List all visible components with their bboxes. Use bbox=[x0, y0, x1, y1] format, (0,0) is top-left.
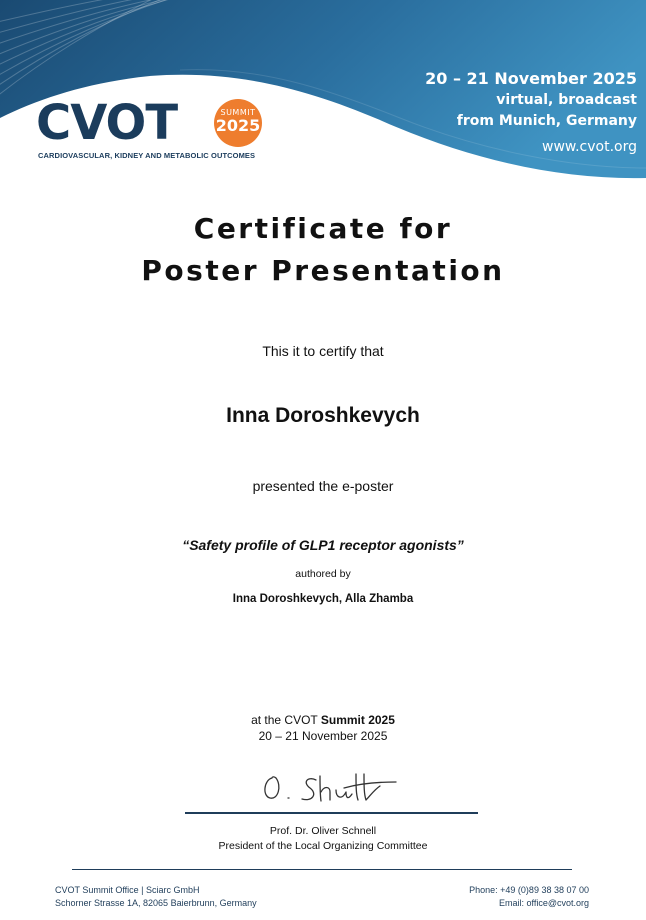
event-name: Summit 2025 bbox=[320, 713, 395, 727]
event-website-link[interactable]: www.cvot.org bbox=[542, 139, 637, 155]
footer-divider bbox=[72, 869, 572, 870]
signatory-role: President of the Local Organizing Committee bbox=[218, 840, 428, 852]
event-block bbox=[0, 712, 646, 744]
presented-text: presented the e-poster bbox=[252, 478, 394, 494]
poster-authors: Inna Doroshkevych, Alla Zhamba bbox=[232, 593, 414, 605]
title-line-1: Certificate for bbox=[193, 212, 453, 245]
signatory-name: Prof. Dr. Oliver Schnell bbox=[269, 825, 377, 837]
recipient-name: Inna Doroshkevych bbox=[226, 404, 420, 427]
event-line bbox=[0, 712, 646, 728]
event-dates: 20 – 21 November 2025 bbox=[425, 69, 637, 88]
event-dates-line: 20 – 21 November 2025 bbox=[258, 729, 388, 743]
authored-label: authored by bbox=[295, 568, 351, 580]
footer-address bbox=[55, 884, 257, 910]
event-info bbox=[425, 68, 637, 155]
badge-label: SUMMIT bbox=[220, 108, 256, 117]
footer-email-link[interactable]: Email: office@cvot.org bbox=[498, 898, 589, 908]
title-line-2: Poster Presentation bbox=[141, 254, 505, 287]
signatory-block bbox=[0, 824, 646, 854]
certificate-title bbox=[0, 208, 646, 292]
event-location: from Munich, Germany bbox=[456, 113, 637, 129]
certify-text: This it to certify that bbox=[262, 343, 384, 359]
summit-badge bbox=[214, 99, 262, 147]
event-format: virtual, broadcast bbox=[496, 92, 637, 108]
logo-wordmark: CVOT bbox=[36, 95, 178, 151]
badge-year: 2025 bbox=[215, 116, 261, 135]
footer-street: Schorner Strasse 1A, 82065 Baierbrunn, Germany bbox=[55, 898, 257, 908]
footer-contact bbox=[469, 884, 589, 910]
event-prefix: at the CVOT bbox=[251, 713, 321, 727]
poster-title: “Safety profile of GLP1 receptor agonists” bbox=[182, 537, 464, 553]
footer-office: CVOT Summit Office | Sciarc GmbH bbox=[55, 885, 200, 895]
cvot-logo bbox=[36, 97, 276, 167]
signature-line bbox=[185, 812, 478, 814]
signature-image bbox=[258, 768, 408, 808]
logo-tagline: CARDIOVASCULAR, KIDNEY AND METABOLIC OUTCOMES bbox=[38, 151, 256, 160]
footer-phone: Phone: +49 (0)89 38 38 07 00 bbox=[469, 885, 589, 895]
